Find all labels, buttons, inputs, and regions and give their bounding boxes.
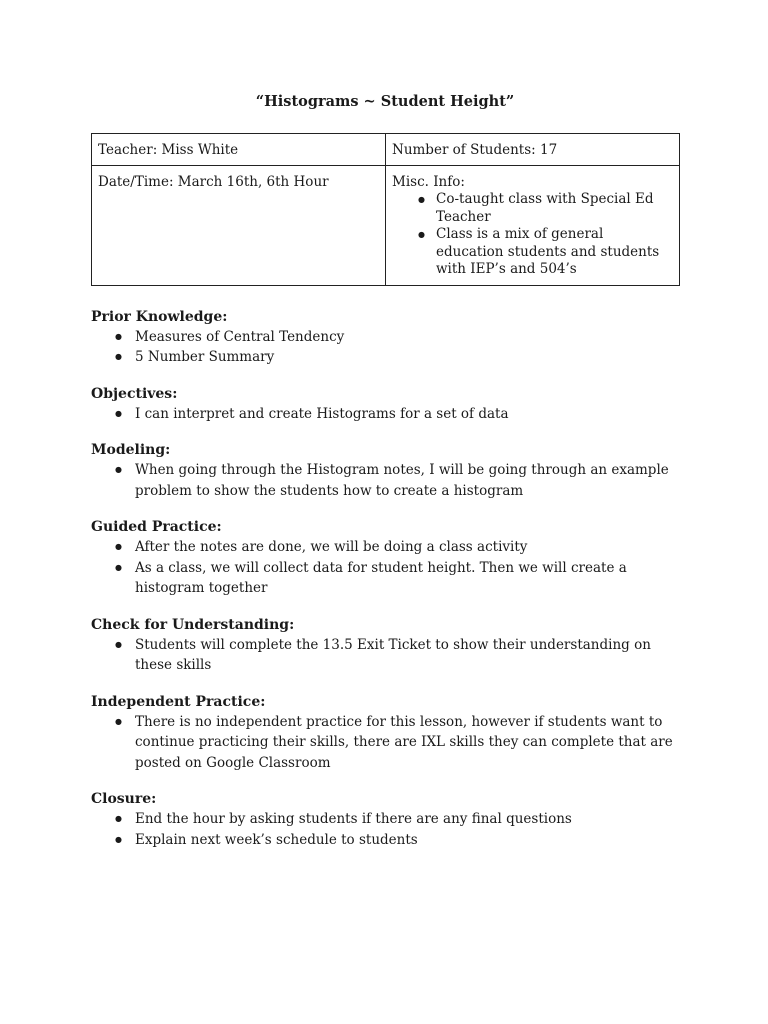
section-prior-knowledge	[91, 307, 679, 368]
section-heading: Check for Understanding:	[91, 616, 295, 633]
section-list	[91, 537, 679, 599]
list-item: ● Explain next week’s schedule to students	[91, 830, 679, 851]
list-item: ● After the notes are done, we will be doing a class activity	[91, 537, 679, 558]
misc-info-list	[392, 191, 673, 279]
section-modeling	[91, 440, 679, 501]
section-heading: Closure:	[91, 791, 157, 807]
lesson-sections	[91, 307, 679, 851]
num-students-cell: Number of Students: 17	[386, 134, 680, 166]
misc-info-label: Misc. Info:	[392, 174, 465, 190]
section-heading: Independent Practice:	[91, 693, 266, 710]
date-time-cell: Date/Time: March 16th, 6th Hour	[92, 166, 386, 286]
list-item: ● Measures of Central Tendency	[91, 327, 679, 348]
list-item: ● Class is a mix of general education students and students with IEP’s and 504’s	[416, 226, 673, 279]
section-list	[91, 712, 679, 774]
section-heading: Guided Practice:	[91, 519, 222, 535]
list-item: ● 5 Number Summary	[91, 347, 679, 368]
list-item: ● End the hour by asking students if there are any final questions	[91, 809, 679, 830]
section-check-for-understanding	[91, 615, 679, 676]
section-heading: Objectives:	[91, 385, 178, 402]
lesson-plan-page	[91, 92, 679, 850]
table-row	[92, 166, 680, 286]
section-list	[91, 635, 679, 676]
section-objectives	[91, 384, 679, 425]
lesson-info-table	[91, 133, 680, 286]
table-row	[92, 134, 680, 166]
section-list	[91, 460, 679, 501]
list-item: ● There is no independent practice for this lesson, however if students want to continue practicing their skills, there are IXL skills they can complete that are posted on Google Classroom	[91, 712, 679, 774]
list-item: ● As a class, we will collect data for student height. Then we will create a histogram together	[91, 558, 679, 599]
misc-info-cell	[386, 166, 680, 286]
document-title: “Histograms ~ Student Height”	[255, 93, 515, 110]
section-closure	[91, 789, 679, 850]
list-item: ● When going through the Histogram notes, I will be going through an example problem to show the students how to create a histogram	[91, 460, 679, 501]
section-heading: Prior Knowledge:	[91, 308, 228, 325]
list-item: ● Co-taught class with Special Ed Teacher	[416, 191, 673, 226]
section-list	[91, 809, 679, 850]
section-heading: Modeling:	[91, 442, 171, 458]
teacher-cell: Teacher: Miss White	[92, 134, 386, 166]
section-list	[91, 404, 679, 425]
section-independent-practice	[91, 692, 679, 774]
section-list	[91, 327, 679, 368]
list-item: ● I can interpret and create Histograms for a set of data	[91, 404, 679, 425]
section-guided-practice	[91, 517, 679, 599]
list-item: ● Students will complete the 13.5 Exit Ticket to show their understanding on these skills	[91, 635, 679, 676]
